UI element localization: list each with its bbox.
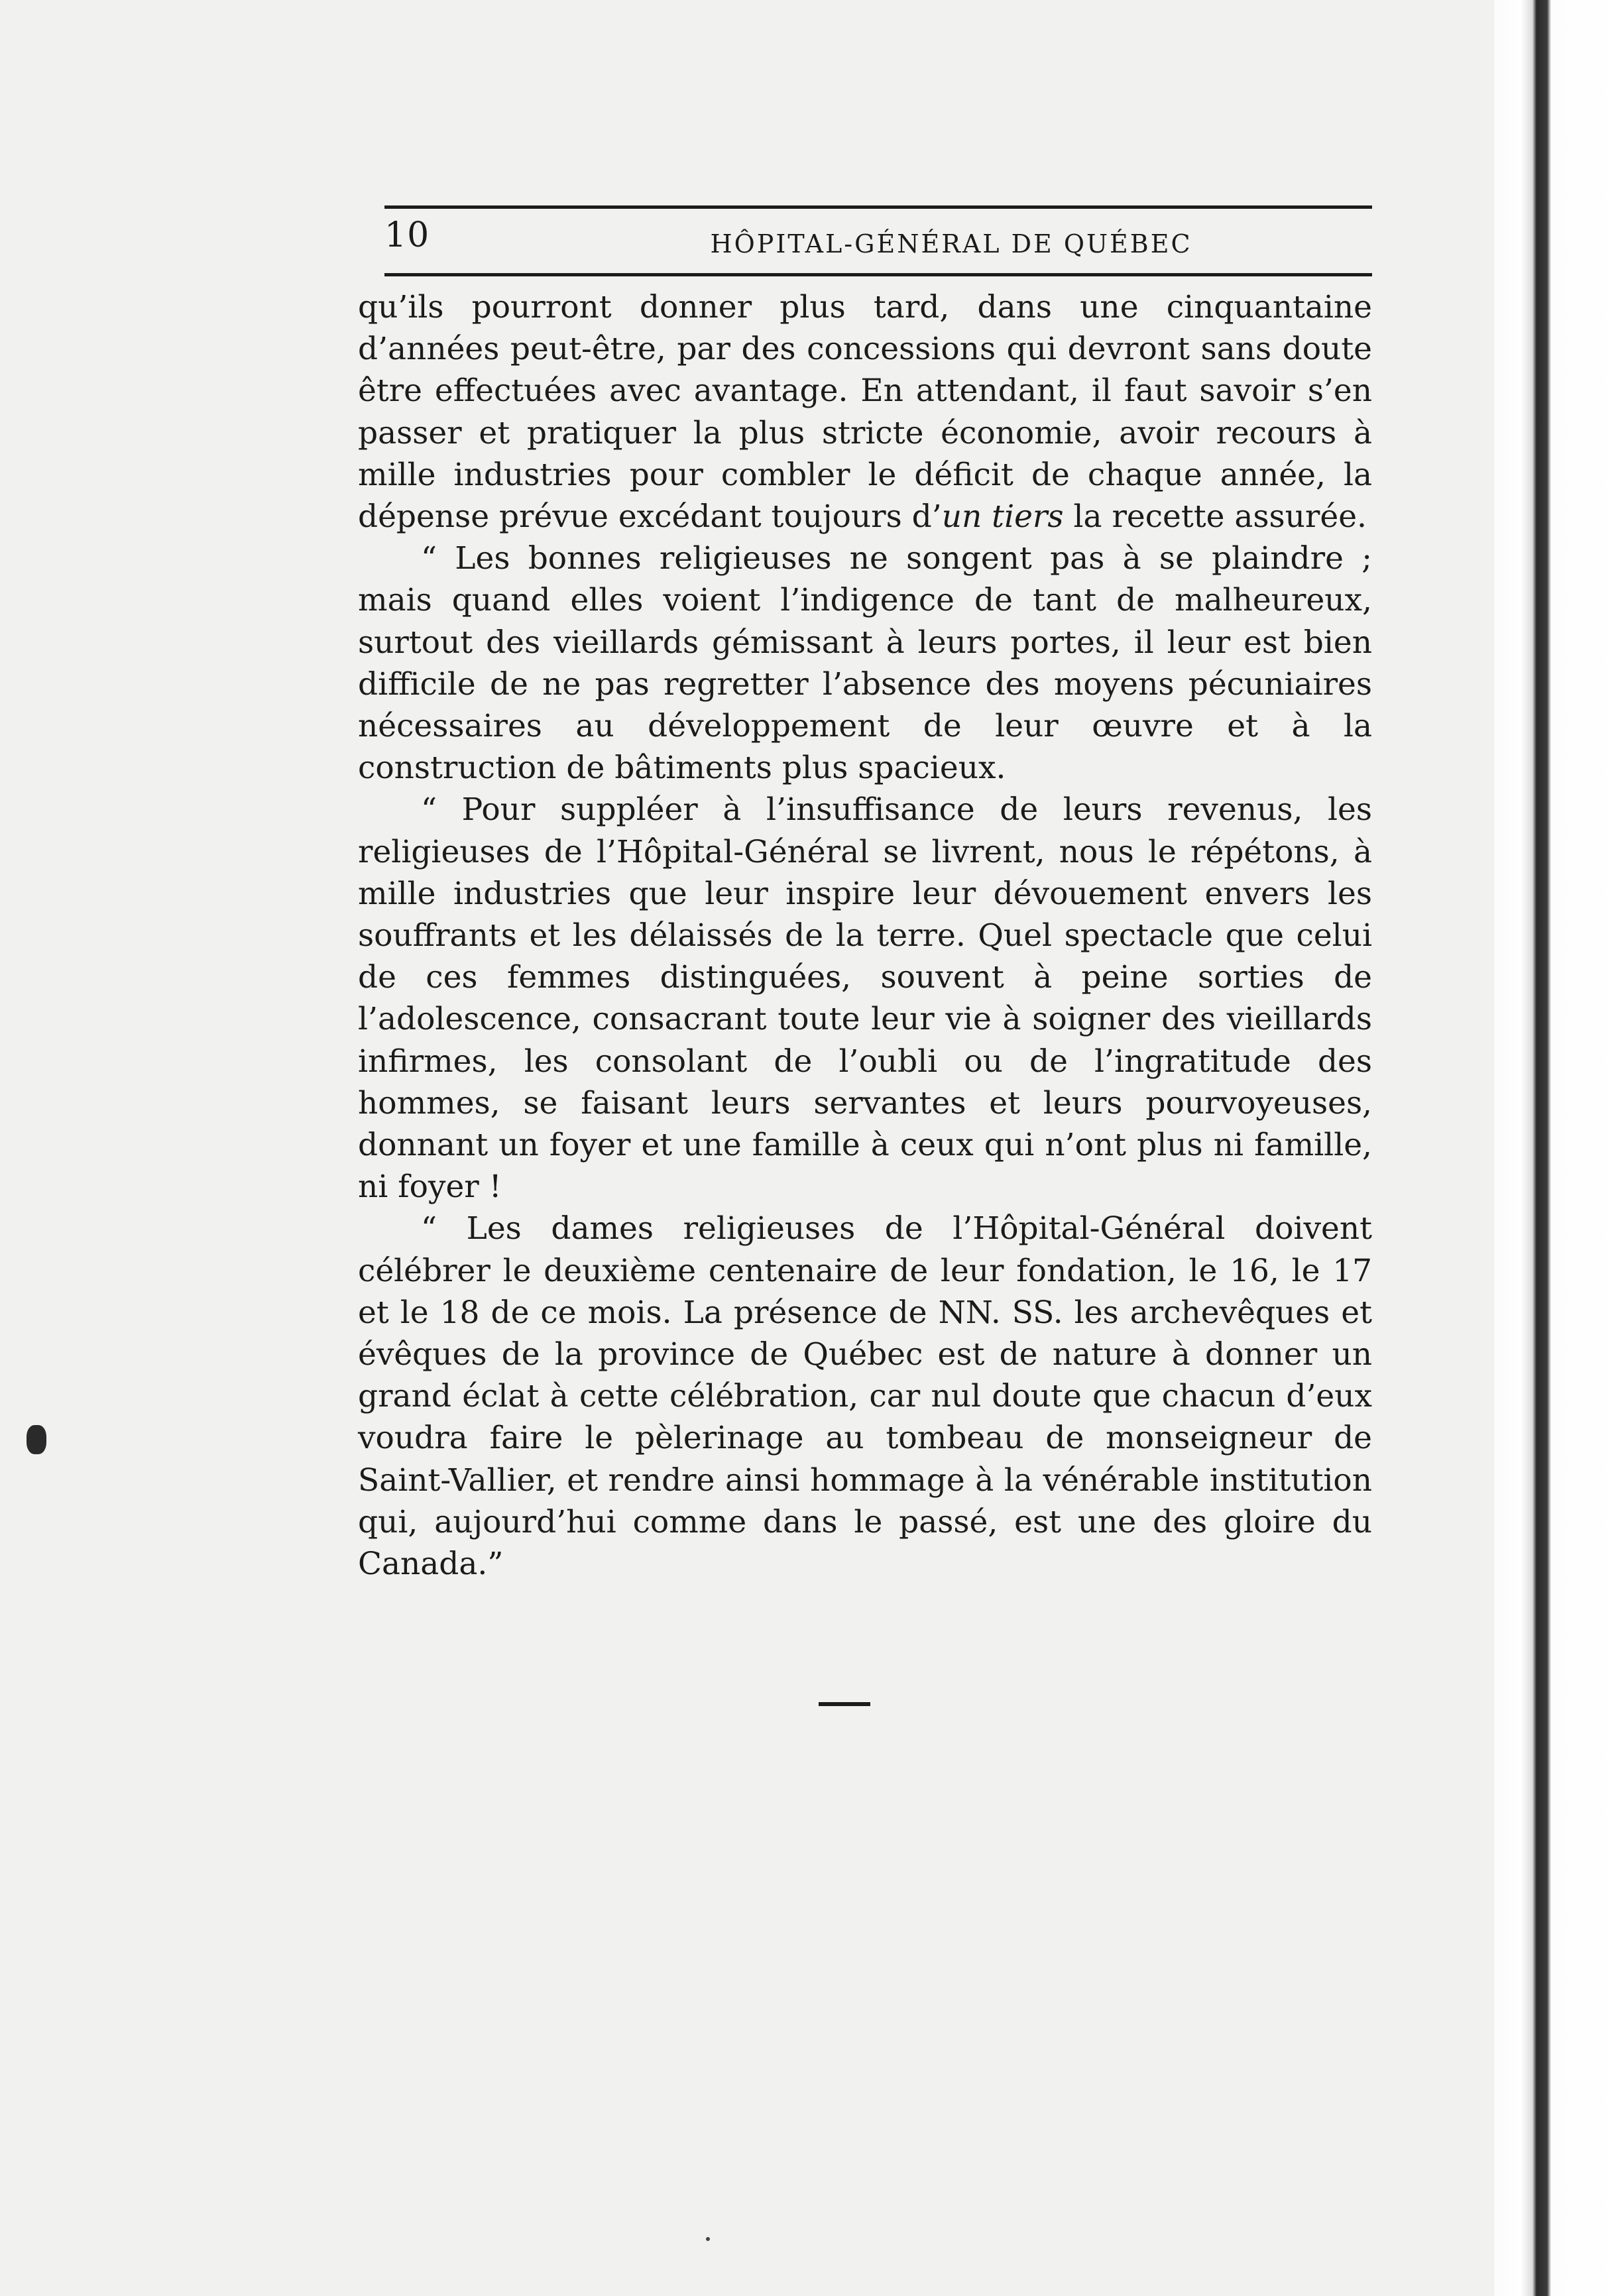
- scan-blot: [27, 1425, 46, 1454]
- paragraph-1-italic: un tiers: [941, 498, 1064, 536]
- scan-speck: [706, 2237, 710, 2241]
- paragraph-4: “ Les dames religieuses de l’Hôpital-Général doivent célébrer le deuxième centenaire de leur fondation, le 16, le 17 et le 18 de ce mois. La présence de NN. SS. les archevêques et évêques de la province de Québec est de nature à donner un grand éclat à cette célébration, car nul doute que chacun d’eux voudra faire le pèlerinage au tombeau de monseigneur de Saint-Vallier, et rendre ainsi hommage à la vénérable institution qui, aujourd’hui comme dans le passé, est une des gloire du Canada.”: [358, 1210, 1372, 1583]
- body-text: [358, 286, 1372, 1585]
- header-rule-bottom: [384, 273, 1372, 276]
- paragraph-1: [358, 286, 1372, 538]
- paragraph-2: “ Les bonnes religieuses ne songent pas à se plaindre ; mais quand elles voient l’indigence de tant de malheureux, surtout des vieillards gémissant à leurs portes, il leur est bien difficile de ne pas regretter l’absence des moyens pécuniaires nécessaires au développement de leur œuvre et à la construction de bâtiments plus spacieux.: [358, 540, 1372, 787]
- header-rule-top: [384, 205, 1372, 209]
- page-number: 10: [384, 215, 430, 255]
- paragraph-1-text: qu’ils pourront donner plus tard, dans une cinquantaine d’années peut-être, par des concessions qui devront sans doute être effectuées avec avantage. En attendant, il faut savoir s’en passer et pratiquer la plus stricte économie, avoir recours à mille industries pour combler le déficit de chaque année, la dépense prévue excédant toujours d’: [358, 289, 1372, 536]
- end-rule: [819, 1702, 870, 1706]
- binding-edge: [1494, 0, 1620, 2296]
- paragraph-1-end: la recette assurée.: [1063, 498, 1367, 536]
- paragraph-3: “ Pour suppléer à l’insuffisance de leurs revenus, les religieuses de l’Hôpital-Général se livrent, nous le répétons, à mille industries que leur inspire leur dévouement envers les souffrants et les délaissés de la terre. Quel spectacle que celui de ces femmes distinguées, souvent à peine sorties de l’adolescence, consacrant toute leur vie à soigner des vieillards infirmes, les consolant de l’oubli ou de l’ingratitude des hommes, se faisant leurs servantes et leurs pourvoyeuses, donnant un foyer et une famille à ceux qui n’ont plus ni famille, ni foyer !: [358, 791, 1372, 1206]
- running-head: HÔPITAL-GÉNÉRAL DE QUÉBEC: [710, 229, 1192, 258]
- page-header: [384, 199, 1372, 285]
